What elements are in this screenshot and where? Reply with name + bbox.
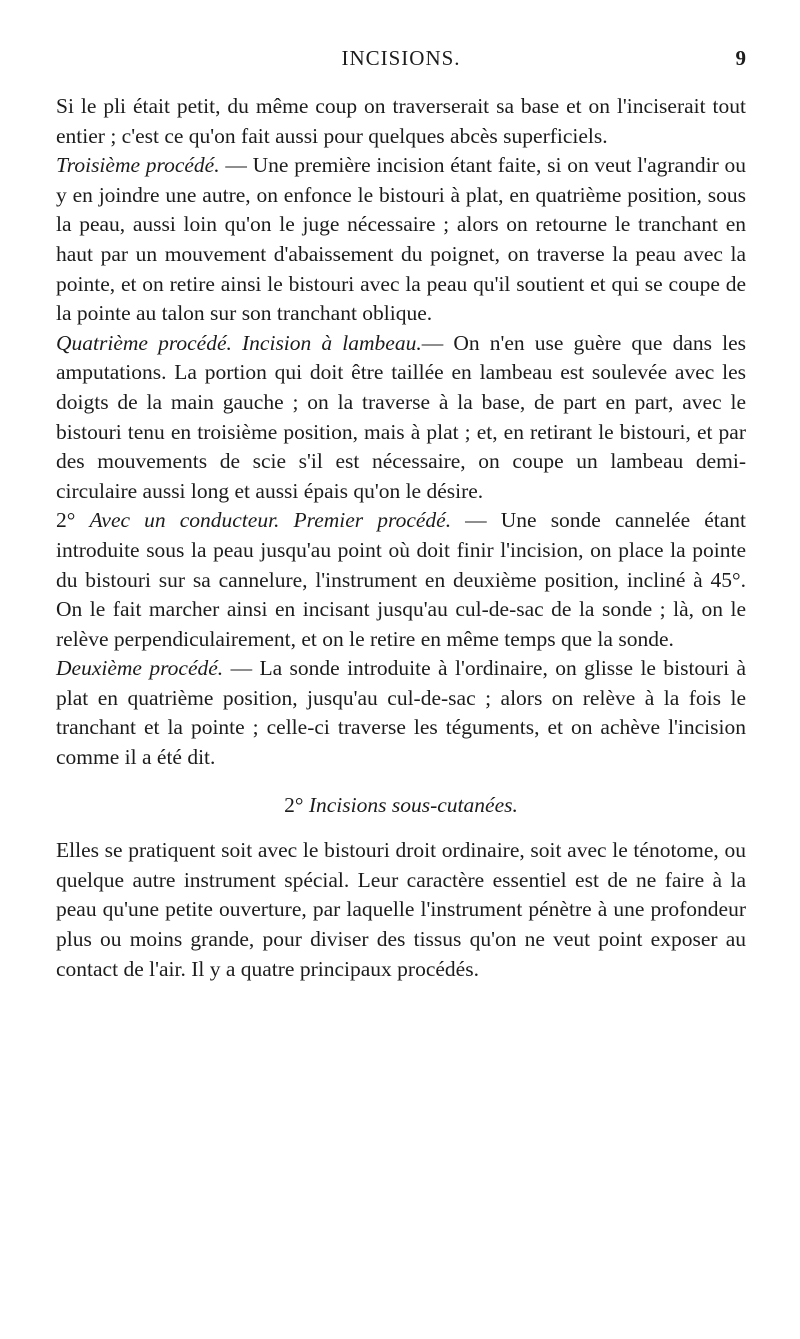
running-head bbox=[56, 44, 746, 74]
closing-paragraph-text: Elles se pratiquent soit avec le bistouri droit ordinaire, soit avec le ténotome, ou quelque autre instrument spécial. Leur caractère essentiel est de ne faire à la peau qu'une petite ouverture, par laquelle l'instrument pénètre à une profondeur plus ou moins grande, pour diviser des tissus qu'on ne veut point exposer au contact de l'air. Il y a quatre principaux procédés. bbox=[56, 838, 746, 981]
paragraph-1-text: Si le pli était petit, du même coup on traverserait sa base et on l'inciserait tout entier ; c'est ce qu'on fait aussi pour quelques abcès superficiels. bbox=[56, 94, 746, 148]
section-heading bbox=[56, 791, 746, 821]
paragraph-4-text: — Une sonde cannelée étant introduite sous la peau jusqu'au point où doit finir l'incision, on place la pointe du bistouri sur sa cannelure, l'instrument en deuxième position, incliné à 45°. On le fait marcher ainsi en incisant jusqu'au cul-de-sac de la sonde ; là, on le relève perpendiculairement, et on le retire en même temps que la sonde. bbox=[56, 508, 747, 651]
paragraph-4-number: 2° bbox=[56, 508, 90, 533]
body-text bbox=[56, 92, 746, 984]
paragraph-deuxieme-procede bbox=[56, 654, 746, 772]
running-title: INCISIONS. bbox=[341, 46, 461, 70]
section-heading-title: Incisions sous-cutanées. bbox=[308, 792, 518, 817]
paragraph-troisieme-procede bbox=[56, 151, 746, 329]
paragraph-1 bbox=[56, 92, 746, 151]
paragraph-4-lead: Avec un conducteur. Premier procédé. bbox=[89, 508, 452, 533]
paragraph-3-lead: Quatrième procédé. Incision à lambeau. bbox=[56, 330, 422, 355]
paragraph-avec-conducteur bbox=[56, 506, 746, 654]
paragraph-2-text: — Une première incision étant faite, si on veut l'agrandir ou y en joindre une autre, on enfonce le bistouri à plat, en quatrième position, sous la peau, aussi loin qu'on le juge nécessaire ; alors on retourne le tranchant en haut par un mouvement d'abaissement du poignet, on traverse la peau avec la pointe, et on retire ainsi le bistouri avec la peau qu'il soutient et qui se coupe de la pointe au talon sur son tranchant oblique. bbox=[56, 153, 746, 326]
paragraph-3-text: — On n'en use guère que dans les amputations. La portion qui doit être taillée en lambeau est soulevée avec les doigts de la main gauche ; on la traverse à la base, de part en part, avec le bistouri tenu en troisième position, mais à plat ; et, en retirant le bistouri, et par des mouvements de scie s'il est nécessaire, on coupe un lambeau demi-circulaire aussi long et aussi épais qu'on le désire. bbox=[56, 330, 746, 503]
paragraph-2-lead: Troisième procédé. bbox=[56, 153, 220, 178]
paragraph-quatrieme-procede bbox=[56, 329, 746, 507]
section-heading-number: 2° bbox=[284, 792, 309, 817]
paragraph-5-lead: Deuxième procédé. bbox=[56, 656, 224, 681]
page-number: 9 bbox=[735, 46, 746, 70]
paragraph-closing bbox=[56, 836, 746, 984]
paragraph-5-text: — La sonde introduite à l'ordinaire, on glisse le bistouri à plat en quatrième position, jusqu'au cul-de-sac ; alors on relève à la fois le tranchant et la pointe ; celle-ci traverse les téguments, et on achève l'incision comme il a été dit. bbox=[56, 656, 746, 770]
